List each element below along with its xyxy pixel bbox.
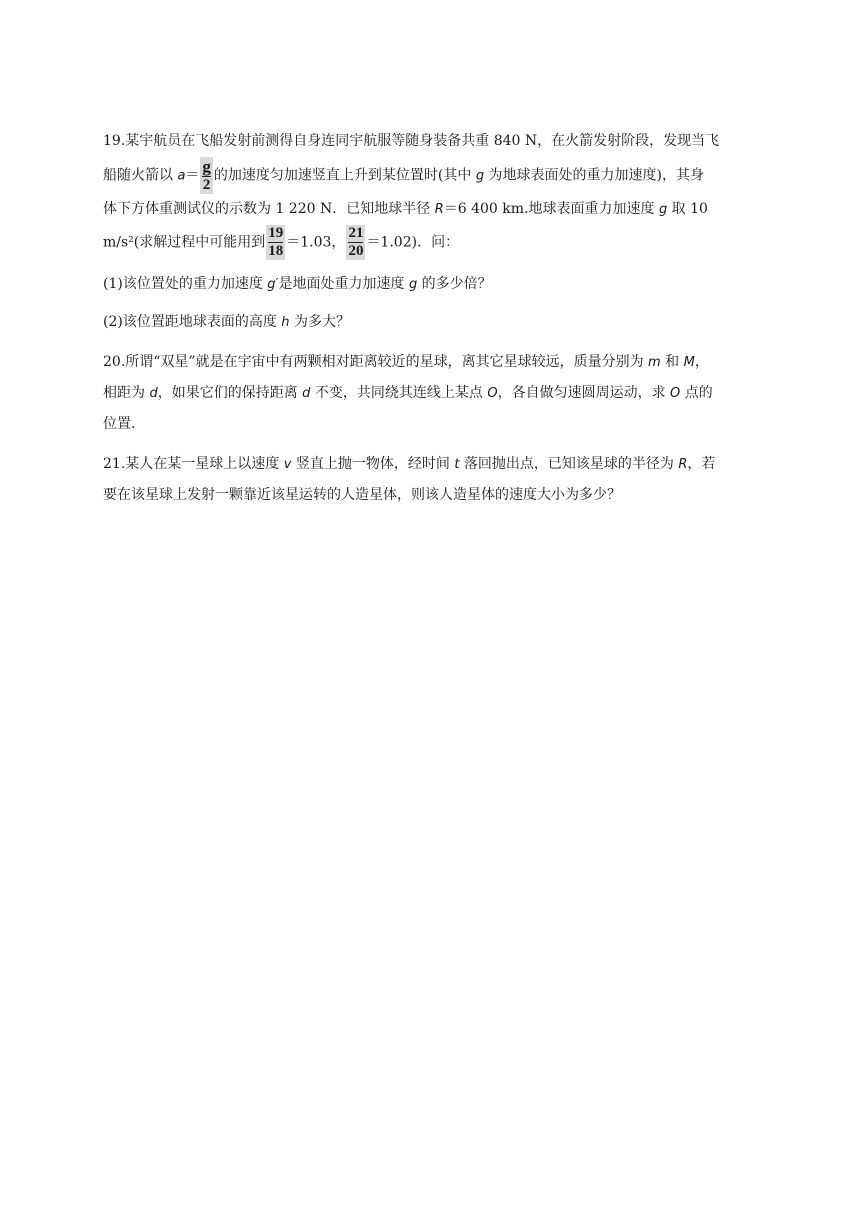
fraction-numerator: 21: [348, 225, 364, 241]
var-R: R: [678, 457, 688, 472]
q19-sub2-text: 为多大？: [289, 314, 350, 330]
var-v: v: [283, 457, 292, 472]
q20-text: 和: [660, 354, 684, 370]
question-21: [103, 449, 758, 511]
q20-text: ，各自做匀速圆周运动，求: [497, 385, 671, 401]
question-20: [103, 347, 758, 440]
q19-sub1-text: 的多少倍？: [417, 276, 492, 292]
document-page: [103, 126, 758, 520]
q20-text: ，如果它们的保持距离: [157, 385, 303, 401]
q19-text: 为地球表面处的重力加速度)，其身: [484, 167, 705, 184]
q21-text: 落回抛出点，已知该星球的半径为: [459, 456, 679, 472]
q20-text: 位置.: [103, 416, 136, 432]
var-t: t: [454, 457, 460, 472]
q19-text: 船随火箭以: [103, 167, 178, 184]
q19-text: m/s²(求解过程中可能用到: [103, 234, 266, 251]
fraction-19-over-18: [266, 225, 285, 260]
fraction-numerator: g: [202, 157, 211, 176]
var-O: O: [487, 386, 498, 401]
q19-sub1-text: (1)该位置处的重力加速度: [103, 276, 268, 292]
q21-text: 21.某人在某一星球上以速度: [103, 456, 284, 472]
var-M: M: [683, 355, 695, 370]
fraction-denominator: 18: [268, 243, 284, 259]
q21-text: 要在该星球上发射一颗靠近该星运转的人造星体，则该人造星体的速度大小为多少？: [103, 487, 621, 503]
fraction-numerator: 19: [268, 225, 284, 241]
question-19: [103, 126, 758, 260]
var-d: d: [149, 386, 158, 401]
fraction-denominator: 2: [202, 177, 211, 193]
var-m: m: [648, 355, 661, 370]
q19-text: 取 10: [667, 201, 708, 217]
q19-text: 体下方体重测试仪的示数为 1 220 N．已知地球半径: [103, 201, 435, 217]
fraction-21-over-20: [346, 225, 365, 260]
q19-text: ＝1.02)．问：: [366, 234, 460, 251]
q19-sub1-text: 是地面处重力加速度: [278, 276, 409, 292]
q21-text: 竖直上抛一物体，经时间: [291, 456, 455, 472]
q19-text: 的加速度匀加速竖直上升到某位置时(其中: [213, 167, 476, 184]
q19-sub2-text: (2)该位置距地球表面的高度: [103, 314, 282, 330]
var-g: g: [408, 277, 418, 292]
question-19-part-2: [103, 307, 758, 338]
fraction-denominator: 20: [348, 243, 364, 259]
q20-text: ，: [694, 354, 709, 370]
fraction-g-over-2: [200, 157, 213, 194]
q20-text: 20.所谓“双星”就是在宇宙中有两颗相对距离较近的星球，离其它星球较远，质量分别为: [103, 354, 649, 370]
var-h: h: [281, 315, 290, 330]
q19-text: 19.某宇航员在飞船发射前测得自身连同宇航服等随身装备共重 840 N，在火箭发射阶段，发现当飞: [103, 133, 720, 149]
q19-text: ＝6 400 km.地球表面重力加速度: [443, 201, 659, 217]
q21-text: ，若: [687, 456, 716, 472]
var-g: g: [475, 168, 485, 184]
var-g: g: [658, 202, 668, 217]
var-a: a: [177, 168, 186, 184]
q19-text: ＝: [185, 167, 200, 184]
q20-text: 点的: [680, 385, 713, 401]
question-19-part-1: [103, 269, 758, 300]
q20-text: 相距为: [103, 385, 150, 401]
q20-text: 不变，共同绕其连线上某点: [310, 385, 488, 401]
var-O: O: [670, 386, 681, 401]
q19-text: ＝1.03，: [286, 234, 346, 251]
var-R: R: [434, 202, 444, 217]
var-d: d: [302, 386, 311, 401]
var-g-prime: g′: [267, 277, 279, 292]
